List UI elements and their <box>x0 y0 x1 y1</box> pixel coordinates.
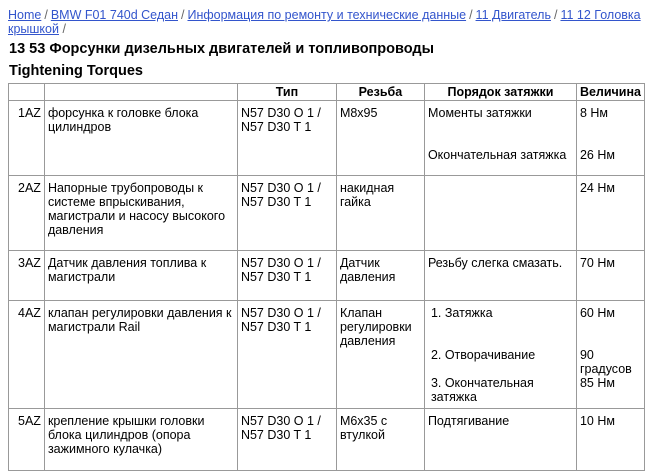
cell-thread: накидная гайка <box>336 176 424 251</box>
column-header-thread: Резьба <box>336 84 424 101</box>
breadcrumb-link-home[interactable]: Home <box>8 8 42 22</box>
cell-order <box>424 301 576 409</box>
cell-value <box>576 301 644 409</box>
cell-type: N57 D30 O 1 / N57 D30 T 1 <box>237 176 336 251</box>
cell-order <box>424 176 576 251</box>
spacer <box>431 362 573 376</box>
page-title: 13 53 Форсунки дизельных двигателей и топливопроводы <box>9 41 434 57</box>
cell-description: Датчик давления топлива к магистрали <box>44 251 237 301</box>
value-item: 60 Нм <box>579 306 615 320</box>
value-item: 10 Нм <box>579 414 615 428</box>
breadcrumb-separator: / <box>44 8 48 22</box>
order-step: Моменты затяжки <box>427 106 532 120</box>
value-item: 85 Нм <box>579 376 615 390</box>
breadcrumb-separator: / <box>469 8 473 22</box>
breadcrumb-wrap-line <box>8 22 66 36</box>
value-item: 26 Нм <box>579 148 615 162</box>
breadcrumb-separator: / <box>62 22 66 36</box>
cell-thread: M6x35 с втулкой <box>336 409 424 471</box>
spacer <box>580 334 641 348</box>
table-row <box>9 251 645 301</box>
column-header-order: Порядок затяжки <box>424 84 576 101</box>
cell-thread: Датчик давления <box>336 251 424 301</box>
breadcrumb-link-repair-info[interactable]: Информация по ремонту и технические данные <box>187 8 467 22</box>
table-row <box>9 101 645 176</box>
cell-description: Напорные трубопроводы к системе впрыскивания, магистрали и насосу высокого давления <box>44 176 237 251</box>
column-header-desc <box>44 84 237 101</box>
order-step: Окончательная затяжка <box>427 148 567 162</box>
torque-table <box>8 83 645 471</box>
spacer <box>431 334 573 348</box>
table-header-row <box>9 84 645 101</box>
column-header-type: Тип <box>237 84 336 101</box>
cell-thread: Клапан регулировки давления <box>336 301 424 409</box>
breadcrumb <box>8 8 648 22</box>
spacer <box>580 120 641 134</box>
cell-type: N57 D30 O 1 / N57 D30 T 1 <box>237 409 336 471</box>
table-row <box>9 301 645 409</box>
cell-description: крепление крышки головки блока цилиндров (опора зажимного кулачка) <box>44 409 237 471</box>
cell-position: 1AZ <box>9 101 45 176</box>
column-header-value: Величина <box>576 84 644 101</box>
cell-value <box>576 251 644 301</box>
value-item: 70 Нм <box>579 256 615 270</box>
cell-type: N57 D30 O 1 / N57 D30 T 1 <box>237 101 336 176</box>
cell-order <box>424 251 576 301</box>
spacer <box>428 120 573 134</box>
spacer <box>580 320 641 334</box>
cell-value <box>576 176 644 251</box>
order-step: 2. Отворачивание <box>430 348 536 362</box>
cell-value <box>576 409 644 471</box>
value-item: 24 Нм <box>579 181 615 195</box>
table-row <box>9 176 645 251</box>
order-step: 3. Окончательная затяжка <box>430 376 534 404</box>
spacer <box>431 320 573 334</box>
breadcrumb-link-cylinder-head-cont[interactable]: крышкой <box>8 22 59 36</box>
breadcrumb-separator: / <box>181 8 185 22</box>
table-row <box>9 409 645 471</box>
cell-position: 3AZ <box>9 251 45 301</box>
spacer <box>580 134 641 148</box>
order-step: Подтягивание <box>427 414 510 428</box>
cell-type: N57 D30 O 1 / N57 D30 T 1 <box>237 301 336 409</box>
cell-position: 4AZ <box>9 301 45 409</box>
spacer <box>428 134 573 148</box>
cell-position: 5AZ <box>9 409 45 471</box>
section-title: Tightening Torques <box>9 63 143 79</box>
cell-thread: M8x95 <box>336 101 424 176</box>
cell-description: клапан регулировки давления к магистрали Rail <box>44 301 237 409</box>
value-item: 8 Нм <box>579 106 608 120</box>
breadcrumb-link-engine[interactable]: 11 Двигатель <box>475 8 551 22</box>
order-step: 1. Затяжка <box>430 306 493 320</box>
column-header-pos <box>9 84 45 101</box>
value-item: 90 градусов <box>579 348 632 376</box>
cell-order <box>424 409 576 471</box>
cell-description: форсунка к головке блока цилиндров <box>44 101 237 176</box>
breadcrumb-separator: / <box>553 8 558 22</box>
breadcrumb-link-cylinder-head[interactable]: 11 12 Головка <box>560 8 641 22</box>
cell-order <box>424 101 576 176</box>
cell-position: 2AZ <box>9 176 45 251</box>
breadcrumb-link-model[interactable]: BMW F01 740d Седан <box>50 8 178 22</box>
cell-value <box>576 101 644 176</box>
cell-type: N57 D30 O 1 / N57 D30 T 1 <box>237 251 336 301</box>
order-step: Резьбу слегка смазать. <box>427 256 563 270</box>
